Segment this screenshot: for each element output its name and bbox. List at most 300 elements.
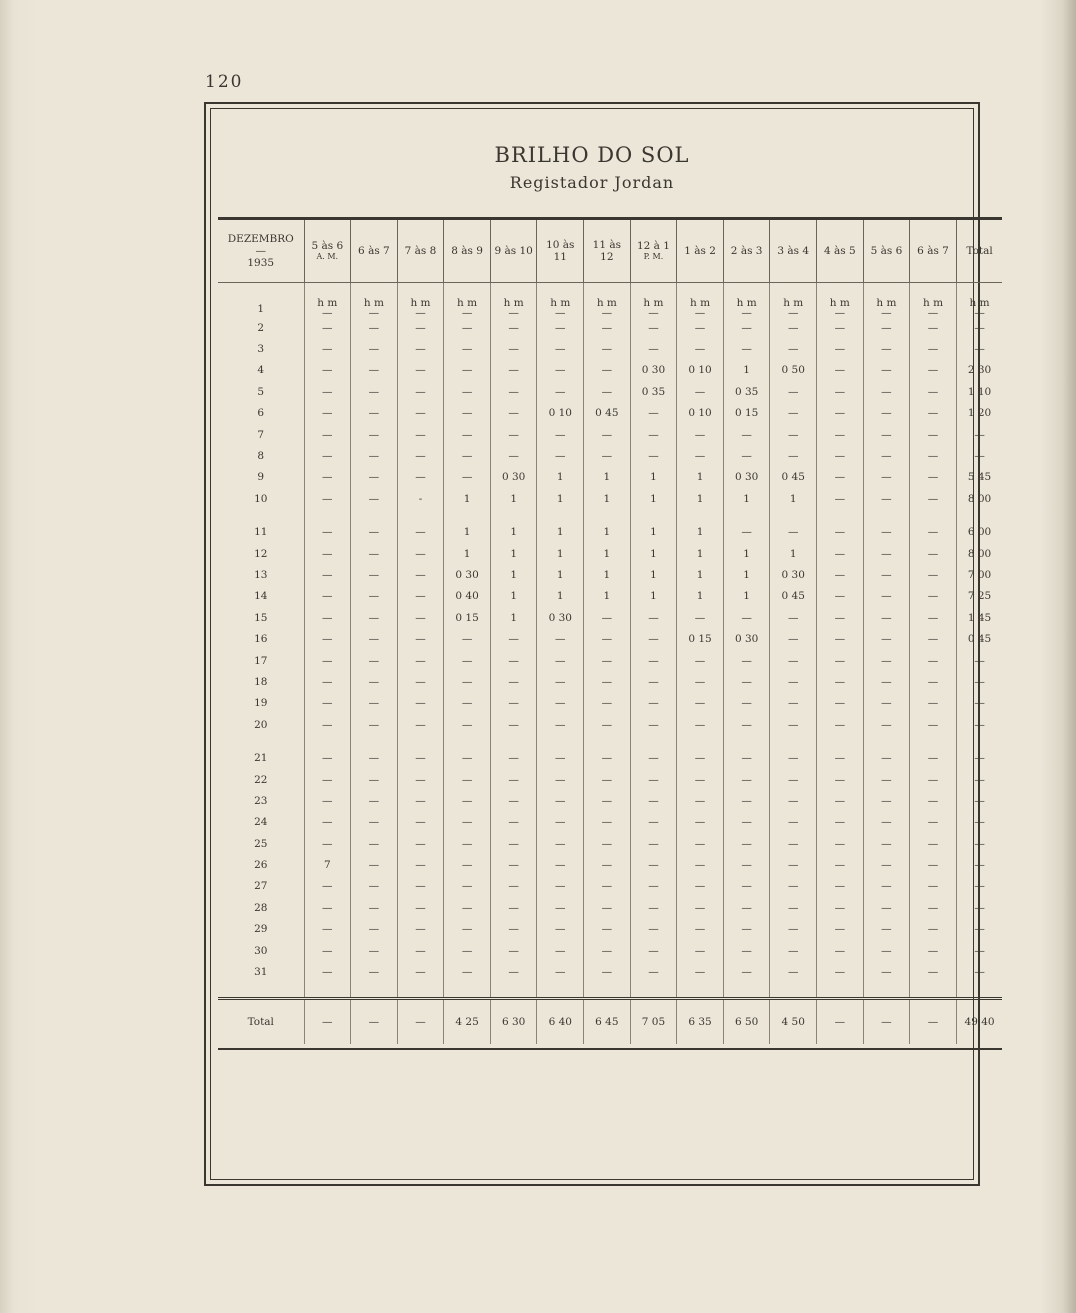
table-body <box>218 283 1002 1049</box>
column-header-sub: A. M. <box>316 252 339 262</box>
value-cell: — <box>630 403 677 424</box>
value-cell: — <box>490 424 537 445</box>
value-cell: — <box>584 693 631 714</box>
value-cell: — <box>351 522 398 543</box>
value-cell: — <box>910 961 957 982</box>
unit-label: h m <box>969 297 990 309</box>
table-row <box>218 897 1002 918</box>
value-cell: — <box>770 769 817 790</box>
value-cell: — <box>863 812 910 833</box>
value-cell: — <box>490 360 537 381</box>
value-cell: — <box>677 693 724 714</box>
value-cell: — <box>677 876 724 897</box>
value-cell: — <box>444 876 491 897</box>
table-row <box>218 769 1002 790</box>
value-cell: 1 45 <box>956 607 1002 628</box>
value-cell: 1 <box>537 564 584 585</box>
value-cell: — <box>351 812 398 833</box>
value-cell: — <box>817 522 864 543</box>
day-cell: 21 <box>254 752 268 765</box>
value-cell: 1 <box>677 543 724 564</box>
value-cell: — <box>723 961 770 982</box>
value-cell: — <box>910 381 957 402</box>
value-cell: — <box>723 833 770 854</box>
value-cell: — <box>956 961 1002 982</box>
value-cell: — <box>723 424 770 445</box>
column-header-label: 1 às 2 <box>684 244 716 257</box>
value-cell: — <box>304 381 351 402</box>
value-cell: 0 30 <box>723 628 770 649</box>
value-cell: — <box>584 338 631 359</box>
day-cell: 19 <box>254 697 268 710</box>
value-cell: — <box>304 317 351 338</box>
value-cell: 1 <box>490 543 537 564</box>
end-rule-cell <box>218 1044 1002 1049</box>
table-row <box>218 283 1002 318</box>
value-cell: — <box>723 607 770 628</box>
value-cell: — <box>537 317 584 338</box>
value-cell: — <box>304 919 351 940</box>
value-cell: — <box>817 854 864 875</box>
value-cell: — <box>630 445 677 466</box>
value-cell: — <box>397 919 444 940</box>
total-label: Total <box>247 1015 274 1028</box>
value-cell: — <box>910 693 957 714</box>
table-row <box>218 671 1002 692</box>
value-cell: — <box>304 522 351 543</box>
column-header <box>351 219 398 283</box>
value-cell: 1 <box>677 522 724 543</box>
value-cell: 1 <box>677 564 724 585</box>
table-row <box>218 317 1002 338</box>
value-cell: 0 30 <box>723 467 770 488</box>
value-cell: — <box>817 488 864 521</box>
value-cell: — <box>817 961 864 982</box>
value-cell: — <box>677 317 724 338</box>
value-cell: — <box>770 403 817 424</box>
value-cell: — <box>863 876 910 897</box>
value-cell: 0 15 <box>723 403 770 424</box>
value-cell: — <box>770 747 817 768</box>
day-cell: 20 <box>254 718 268 731</box>
value-cell: — <box>723 671 770 692</box>
value-cell: — <box>490 961 537 982</box>
day-cell: 18 <box>254 675 268 688</box>
value-cell: — <box>817 424 864 445</box>
value-cell: 1 <box>630 564 677 585</box>
table-row <box>218 338 1002 359</box>
value-cell: 0 30 <box>490 467 537 488</box>
value-cell: 1 <box>584 543 631 564</box>
value-cell: — <box>770 317 817 338</box>
value-cell: — <box>863 360 910 381</box>
corner-header <box>218 219 304 283</box>
value-cell: 6 00 <box>956 522 1002 543</box>
value-cell: — <box>444 671 491 692</box>
value-cell: — <box>537 671 584 692</box>
value-cell: — <box>677 897 724 918</box>
value-cell <box>304 283 351 318</box>
value-cell: 1 <box>677 488 724 521</box>
value-cell: — <box>863 790 910 811</box>
column-header-label: 11 às 12 <box>592 238 622 263</box>
value-cell: — <box>910 317 957 338</box>
value-cell: — <box>770 897 817 918</box>
value-cell: — <box>444 812 491 833</box>
table-row <box>218 628 1002 649</box>
value-cell: — <box>677 940 724 961</box>
value-cell: — <box>910 671 957 692</box>
value-cell: — <box>817 317 864 338</box>
value-cell: — <box>956 317 1002 338</box>
value-cell: 1 <box>490 488 537 521</box>
value-text: — <box>322 307 333 319</box>
value-cell: — <box>677 445 724 466</box>
value-cell: — <box>630 876 677 897</box>
value-cell: — <box>397 522 444 543</box>
value-cell: — <box>537 628 584 649</box>
value-cell: — <box>723 854 770 875</box>
value-cell: — <box>956 919 1002 940</box>
value-cell: — <box>910 854 957 875</box>
value-cell: — <box>817 876 864 897</box>
value-cell: — <box>397 564 444 585</box>
value-cell: — <box>490 381 537 402</box>
table-row <box>218 961 1002 982</box>
value-cell: — <box>537 714 584 747</box>
value-cell: — <box>351 876 398 897</box>
value-cell: — <box>444 317 491 338</box>
table-row <box>218 586 1002 607</box>
value-cell: — <box>444 940 491 961</box>
value-cell: — <box>490 714 537 747</box>
value-cell: — <box>770 650 817 671</box>
value-cell: — <box>817 338 864 359</box>
column-header-label: 3 às 4 <box>777 244 810 257</box>
table-frame <box>204 102 995 1186</box>
separator-cell <box>218 983 304 999</box>
column-header-label: 5 às 6 <box>311 240 344 253</box>
value-cell: — <box>537 833 584 854</box>
value-cell: 1 20 <box>956 403 1002 424</box>
corner-dash: — <box>255 244 266 257</box>
corner-month: DEZEMBRO <box>227 232 294 245</box>
value-cell: — <box>351 607 398 628</box>
value-cell: — <box>444 650 491 671</box>
value-cell: — <box>817 403 864 424</box>
table-row <box>218 790 1002 811</box>
value-cell: — <box>397 961 444 982</box>
value-cell: — <box>351 854 398 875</box>
value-cell: — <box>351 693 398 714</box>
value-cell: — <box>397 338 444 359</box>
value-cell: — <box>397 360 444 381</box>
value-cell: — <box>910 445 957 466</box>
value-cell: — <box>304 833 351 854</box>
value-cell: — <box>863 833 910 854</box>
separator-cell <box>863 983 910 999</box>
sunshine-table <box>218 217 1002 1050</box>
table-row <box>218 747 1002 768</box>
value-cell: — <box>397 403 444 424</box>
value-cell: 1 <box>584 488 631 521</box>
total-value-cell: 6 45 <box>584 998 631 1044</box>
value-cell: — <box>490 854 537 875</box>
column-header <box>304 219 351 283</box>
value-cell: — <box>304 940 351 961</box>
value-cell: 5 45 <box>956 467 1002 488</box>
day-cell: 14 <box>254 590 268 603</box>
value-cell: 1 <box>677 467 724 488</box>
separator-cell <box>817 983 864 999</box>
value-cell: — <box>863 381 910 402</box>
value-cell: — <box>490 650 537 671</box>
value-cell: — <box>630 919 677 940</box>
value-cell: — <box>397 628 444 649</box>
value-cell: — <box>723 714 770 747</box>
value-cell <box>630 283 677 318</box>
value-cell: 1 <box>444 488 491 521</box>
value-cell: — <box>723 919 770 940</box>
value-cell: — <box>351 317 398 338</box>
table-row <box>218 564 1002 585</box>
value-cell: — <box>863 628 910 649</box>
value-cell: — <box>630 693 677 714</box>
column-header-label: 5 às 6 <box>870 244 903 257</box>
value-cell: 1 <box>490 522 537 543</box>
unit-label: h m <box>550 297 571 309</box>
value-cell: — <box>956 897 1002 918</box>
value-cell: — <box>304 671 351 692</box>
value-cell: — <box>397 747 444 768</box>
value-cell: — <box>444 833 491 854</box>
value-cell: — <box>817 586 864 607</box>
value-cell: — <box>537 381 584 402</box>
value-cell: 1 <box>490 564 537 585</box>
value-cell: — <box>723 445 770 466</box>
value-cell: 0 10 <box>677 360 724 381</box>
value-cell: — <box>630 338 677 359</box>
day-cell: 4 <box>257 364 265 377</box>
value-cell: 0 35 <box>630 381 677 402</box>
value-text: — <box>555 307 566 319</box>
value-cell: 1 <box>723 360 770 381</box>
value-cell: — <box>537 940 584 961</box>
table-row <box>218 876 1002 897</box>
value-cell: — <box>770 607 817 628</box>
table-row <box>218 812 1002 833</box>
day-cell: 24 <box>254 816 268 829</box>
value-cell: — <box>444 897 491 918</box>
value-cell: — <box>863 488 910 521</box>
value-cell: — <box>630 769 677 790</box>
value-cell: — <box>817 833 864 854</box>
value-cell: — <box>584 381 631 402</box>
value-cell: — <box>351 564 398 585</box>
value-cell: — <box>677 833 724 854</box>
value-cell: — <box>584 854 631 875</box>
value-text: — <box>508 307 519 319</box>
value-cell: 1 <box>630 522 677 543</box>
separator-cell <box>304 983 351 999</box>
value-cell: — <box>956 790 1002 811</box>
page-number: 120 <box>205 72 244 92</box>
value-cell <box>770 283 817 318</box>
value-cell: 1 <box>584 586 631 607</box>
value-cell: — <box>770 381 817 402</box>
value-cell: — <box>956 854 1002 875</box>
value-cell: — <box>910 488 957 521</box>
value-cell: — <box>444 424 491 445</box>
value-cell: — <box>770 961 817 982</box>
day-cell: 2 <box>257 321 265 334</box>
table-row <box>218 488 1002 521</box>
value-cell: — <box>630 812 677 833</box>
value-cell: — <box>910 747 957 768</box>
value-cell: — <box>723 338 770 359</box>
value-cell: — <box>817 671 864 692</box>
value-cell: — <box>910 543 957 564</box>
value-cell: 1 <box>770 543 817 564</box>
value-cell: 0 45 <box>584 403 631 424</box>
value-cell: — <box>397 381 444 402</box>
column-header-label: Total <box>966 244 993 257</box>
value-cell: — <box>630 940 677 961</box>
value-cell: — <box>304 747 351 768</box>
value-cell: — <box>770 693 817 714</box>
value-cell: — <box>630 961 677 982</box>
unit-label: h m <box>363 297 384 309</box>
value-cell: — <box>351 403 398 424</box>
value-cell: — <box>397 543 444 564</box>
value-cell: — <box>584 360 631 381</box>
day-cell: 11 <box>254 526 268 539</box>
value-cell: — <box>537 812 584 833</box>
table-frame-inner <box>210 108 995 1180</box>
value-cell: 2 30 <box>956 360 1002 381</box>
value-cell: 1 <box>630 488 677 521</box>
value-cell: — <box>723 693 770 714</box>
column-header-label: 9 às 10 <box>494 244 533 257</box>
day-cell: 12 <box>254 547 268 560</box>
value-cell: — <box>351 714 398 747</box>
value-cell: — <box>584 747 631 768</box>
day-cell: 5 <box>257 385 265 398</box>
value-cell: — <box>630 790 677 811</box>
value-cell: — <box>863 564 910 585</box>
value-cell: — <box>863 714 910 747</box>
value-cell: — <box>584 714 631 747</box>
value-cell: — <box>584 961 631 982</box>
separator-cell <box>910 983 957 999</box>
value-cell: — <box>630 424 677 445</box>
value-cell: — <box>490 445 537 466</box>
separator-cell <box>677 983 724 999</box>
value-cell <box>537 283 584 318</box>
day-cell: 25 <box>254 837 268 850</box>
value-cell: 1 <box>723 488 770 521</box>
column-header-label: 8 às 9 <box>451 244 483 257</box>
separator-cell <box>956 983 1002 999</box>
value-cell: 1 <box>584 467 631 488</box>
value-cell: — <box>397 607 444 628</box>
total-value-cell: 4 50 <box>770 998 817 1044</box>
value-cell: — <box>723 317 770 338</box>
value-cell: 0 15 <box>677 628 724 649</box>
value-cell: — <box>490 812 537 833</box>
value-cell: — <box>397 445 444 466</box>
value-cell <box>584 283 631 318</box>
value-cell: — <box>956 445 1002 466</box>
value-cell: — <box>956 812 1002 833</box>
unit-label: h m <box>643 297 664 309</box>
value-cell: — <box>770 790 817 811</box>
value-cell: — <box>444 360 491 381</box>
value-text: — <box>415 307 426 319</box>
value-cell: — <box>956 650 1002 671</box>
value-cell: — <box>584 769 631 790</box>
column-header-label: 6 às 7 <box>358 244 390 257</box>
value-cell: — <box>770 338 817 359</box>
value-cell: — <box>723 650 770 671</box>
value-cell: — <box>770 876 817 897</box>
value-cell: — <box>910 897 957 918</box>
value-cell: — <box>444 628 491 649</box>
value-cell: — <box>584 671 631 692</box>
value-cell: — <box>444 403 491 424</box>
value-cell: — <box>817 543 864 564</box>
value-cell: — <box>490 897 537 918</box>
value-cell: — <box>397 586 444 607</box>
value-cell: 0 35 <box>723 381 770 402</box>
value-cell: 1 <box>537 586 584 607</box>
value-cell: — <box>817 769 864 790</box>
value-cell: 0 40 <box>444 586 491 607</box>
value-text: — <box>648 307 659 319</box>
value-cell: — <box>444 790 491 811</box>
table-row <box>218 607 1002 628</box>
value-cell: — <box>304 607 351 628</box>
table-row <box>218 693 1002 714</box>
unit-label: h m <box>829 297 850 309</box>
day-cell: 17 <box>254 654 268 667</box>
total-row <box>218 998 1002 1044</box>
value-cell: — <box>351 769 398 790</box>
value-cell: 1 <box>723 543 770 564</box>
value-text: — <box>601 307 613 319</box>
value-cell: 1 <box>630 586 677 607</box>
value-cell: — <box>351 650 398 671</box>
day-cell: 6 <box>257 407 265 420</box>
value-cell: 1 <box>537 522 584 543</box>
value-cell: — <box>630 897 677 918</box>
value-cell: 7 <box>304 854 351 875</box>
value-cell: — <box>490 919 537 940</box>
value-cell: — <box>397 876 444 897</box>
value-cell: — <box>817 714 864 747</box>
value-cell: — <box>304 445 351 466</box>
day-cell: 16 <box>254 633 268 646</box>
value-cell: — <box>723 812 770 833</box>
value-cell: — <box>910 812 957 833</box>
value-cell: 7 00 <box>956 564 1002 585</box>
value-cell: — <box>584 445 631 466</box>
value-cell: 1 <box>537 467 584 488</box>
total-value-cell: 49 40 <box>956 998 1002 1044</box>
value-cell: — <box>817 790 864 811</box>
value-cell: — <box>677 424 724 445</box>
value-cell: — <box>863 586 910 607</box>
